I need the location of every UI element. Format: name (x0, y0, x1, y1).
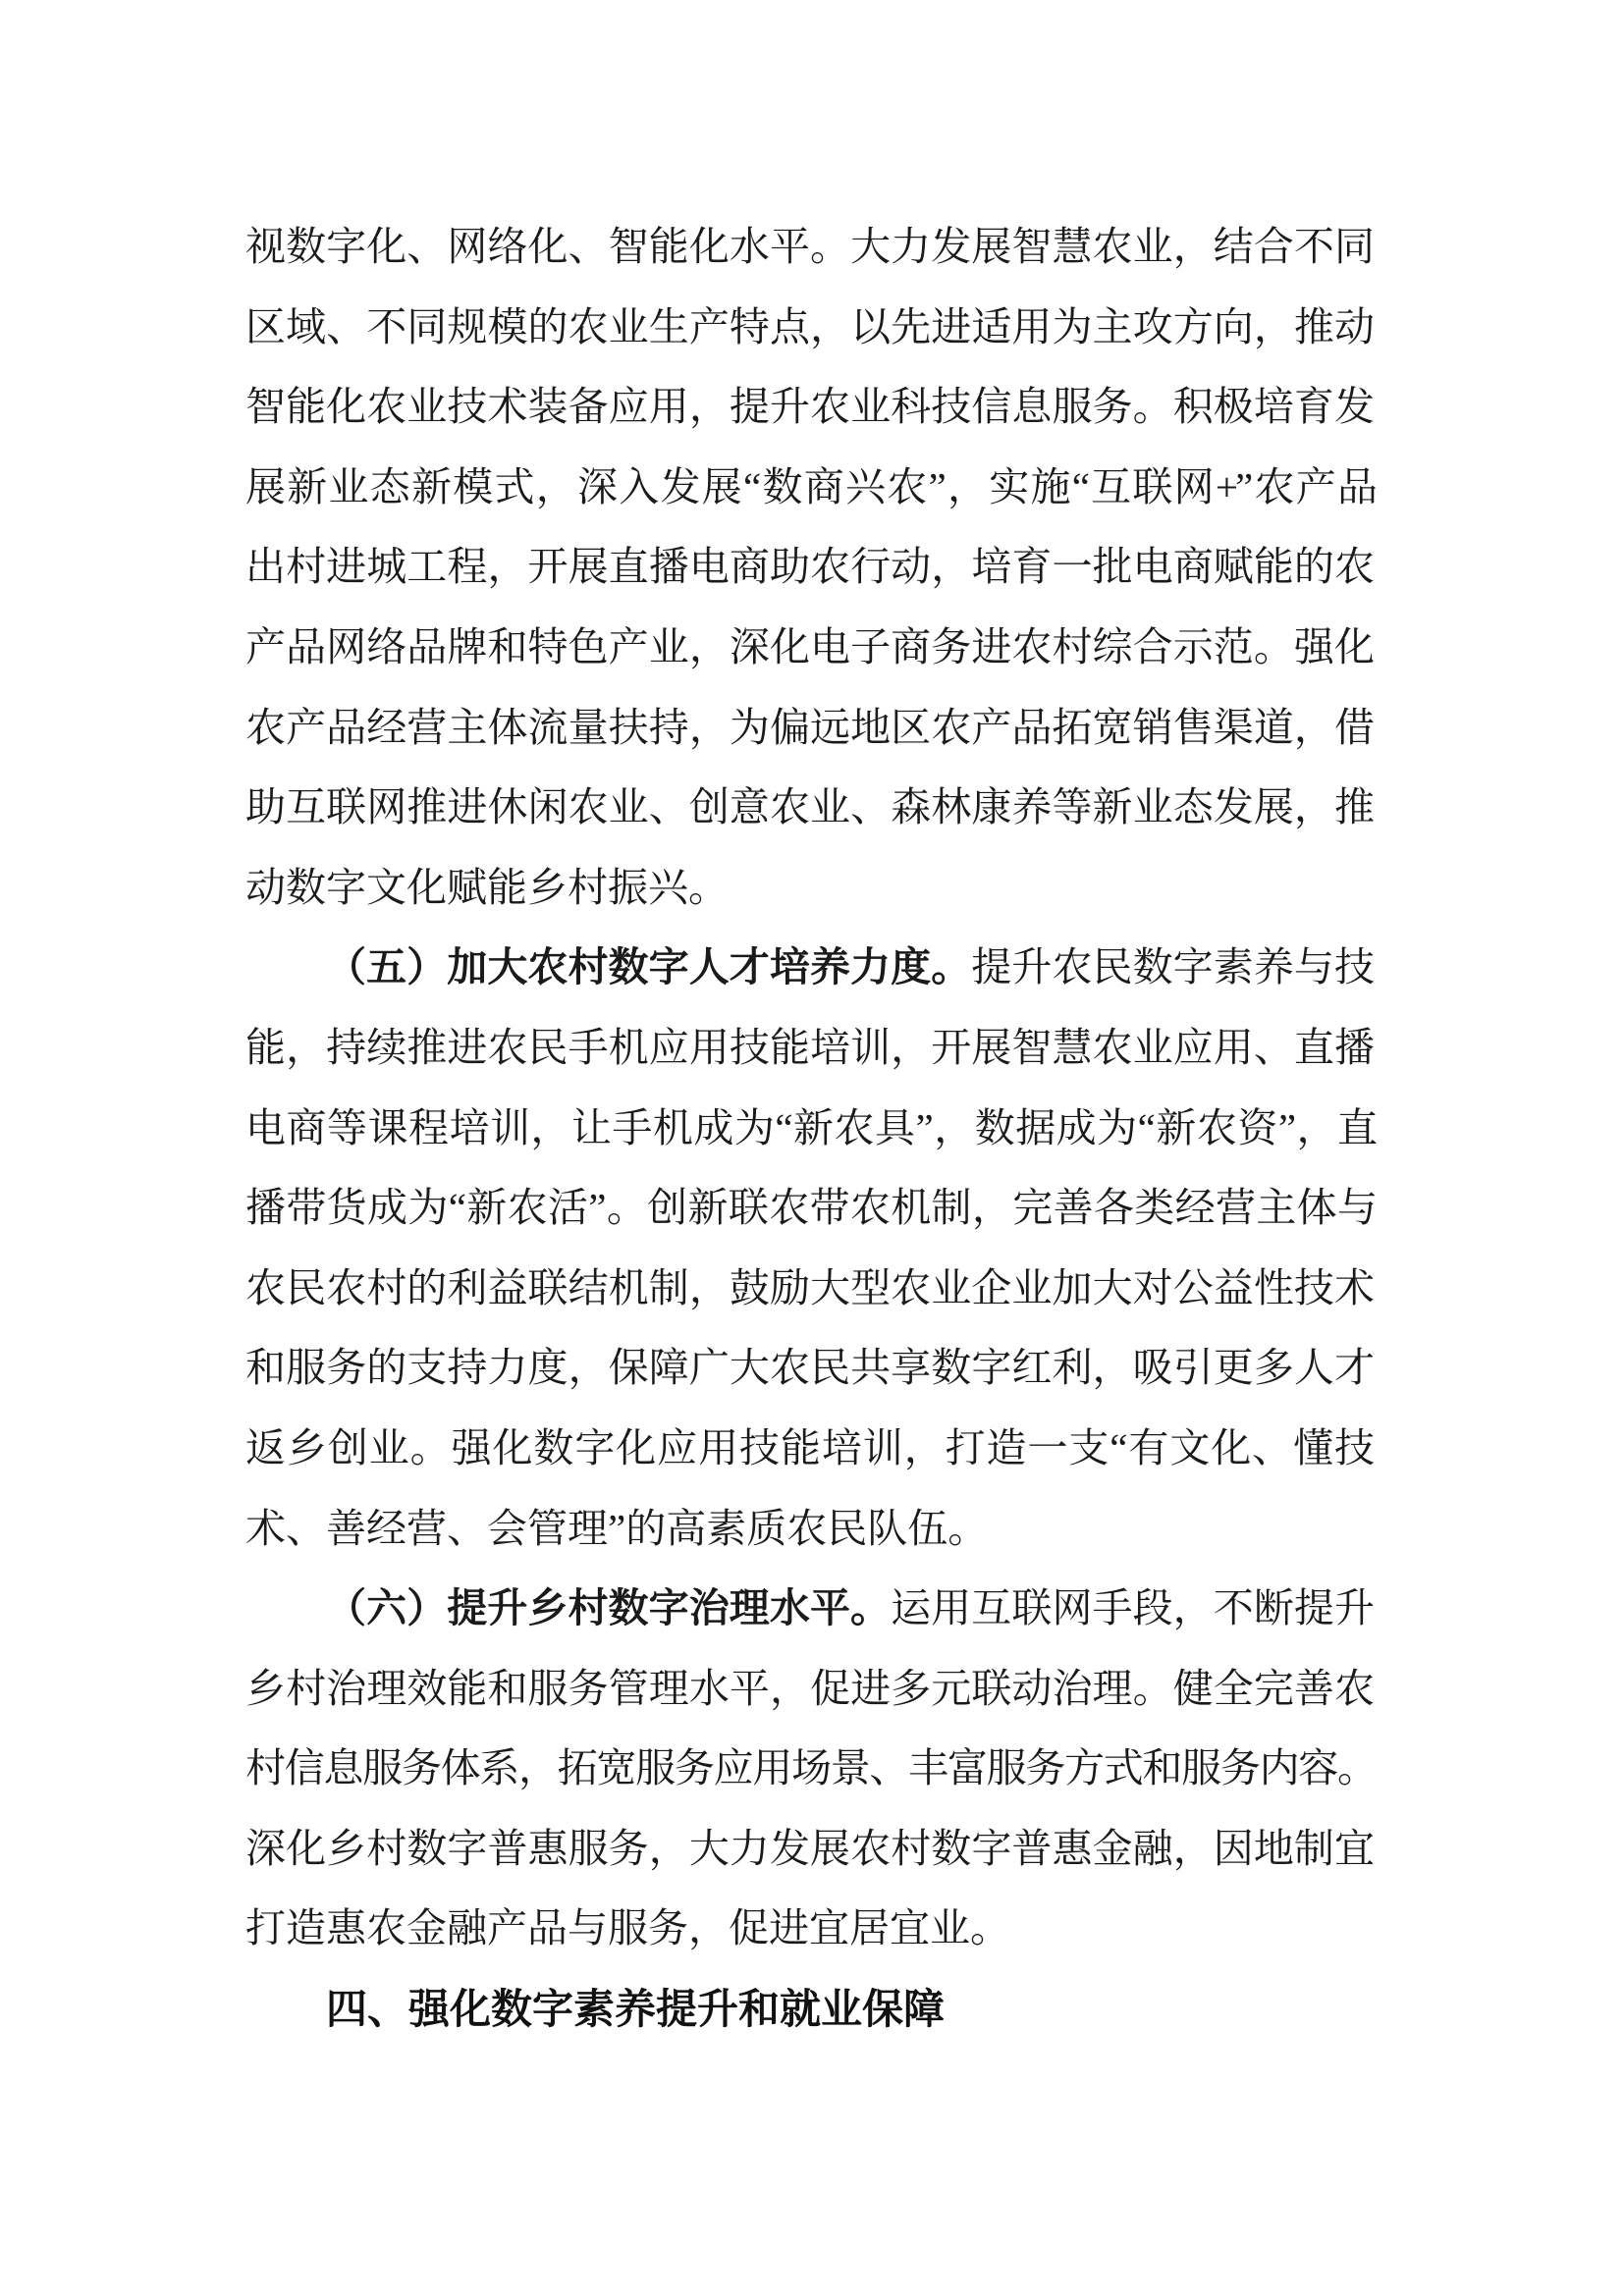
text-line (245, 848, 1375, 929)
line-text: 展新业态新模式，深入发展“数商兴农”，实施“互联网+”农产品 (245, 463, 1375, 509)
line-text: 出村进城工程，开展直播电商助农行动，培育一批电商赋能的农 (245, 544, 1375, 590)
document-text-block (245, 207, 1375, 2050)
text-line (245, 608, 1375, 688)
line-text: 产品网络品牌和特色产业，深化电子商务进农村综合示范。强化 (245, 623, 1375, 669)
text-line (245, 1409, 1375, 1489)
line-text: 返乡创业。强化数字化应用技能培训，打造一支“有文化、懂技 (245, 1424, 1375, 1470)
heading-text: 四、强化数字素养提升和就业保障 (326, 1986, 946, 2033)
text-line (245, 1729, 1375, 1809)
text-line (245, 1569, 1375, 1649)
line-text: 播带货成为“新农活”。创新联农带农机制，完善各类经营主体与 (245, 1185, 1375, 1231)
line-text: 智能化农业技术装备应用，提升农业科技信息服务。积极培育发 (245, 384, 1375, 430)
line-text: 提升农民数字素养与技 (971, 944, 1376, 990)
line-text: 电商等课程培训，让手机成为“新农具”，数据成为“新农资”，直 (245, 1104, 1375, 1150)
line-text: 深化乡村数字普惠服务，大力发展农村数字普惠金融，因地制宜 (245, 1825, 1375, 1871)
text-line (245, 288, 1375, 368)
line-text: 能，持续推进农民手机应用技能培训，开展智慧农业应用、直播 (245, 1024, 1375, 1070)
text-line (245, 207, 1375, 288)
line-text: 村信息服务体系，拓宽服务应用场景、丰富服务方式和服务内容。 (245, 1745, 1375, 1791)
text-line (245, 1328, 1375, 1409)
line-text: 农民农村的利益联结机制，鼓励大型农业企业加大对公益性技术 (245, 1264, 1375, 1310)
paragraph-lead: （六）提升乡村数字治理水平。 (326, 1585, 892, 1631)
line-text: 术、善经营、会管理”的高素质农民队伍。 (245, 1505, 989, 1551)
text-line (245, 1249, 1375, 1329)
text-line (245, 527, 1375, 608)
text-line (245, 1168, 1375, 1249)
line-text: 助互联网推进休闲农业、创意农业、森林康养等新业态发展，推 (245, 784, 1375, 830)
text-line (245, 768, 1375, 848)
text-line (245, 1809, 1375, 1890)
text-line (245, 367, 1375, 448)
line-text: 农产品经营主体流量扶持，为偏远地区农产品拓宽销售渠道，借 (245, 704, 1375, 750)
paragraph-lead: （五）加大农村数字人才培养力度。 (326, 944, 972, 990)
line-text: 和服务的支持力度，保障广大农民共享数字红利，吸引更多人才 (245, 1345, 1375, 1391)
line-text: 视数字化、网络化、智能化水平。大力发展智慧农业，结合不同 (245, 224, 1375, 269)
line-text: 打造惠农金融产品与服务，促进宜居宜业。 (245, 1905, 1010, 1951)
text-line (245, 448, 1375, 528)
text-line (245, 1889, 1375, 1969)
line-text: 动数字文化赋能乡村振兴。 (245, 864, 729, 910)
text-line (245, 688, 1375, 769)
text-line (245, 1649, 1375, 1730)
text-line (245, 1008, 1375, 1089)
line-text: 乡村治理效能和服务管理水平，促进多元联动治理。健全完善农 (245, 1665, 1375, 1711)
line-text: 运用互联网手段，不断提升 (891, 1585, 1376, 1631)
text-line (245, 1489, 1375, 1570)
text-line (245, 1089, 1375, 1169)
section-heading (245, 1969, 1375, 2050)
text-line (245, 928, 1375, 1008)
line-text: 区域、不同规模的农业生产特点，以先进适用为主攻方向，推动 (245, 303, 1375, 349)
